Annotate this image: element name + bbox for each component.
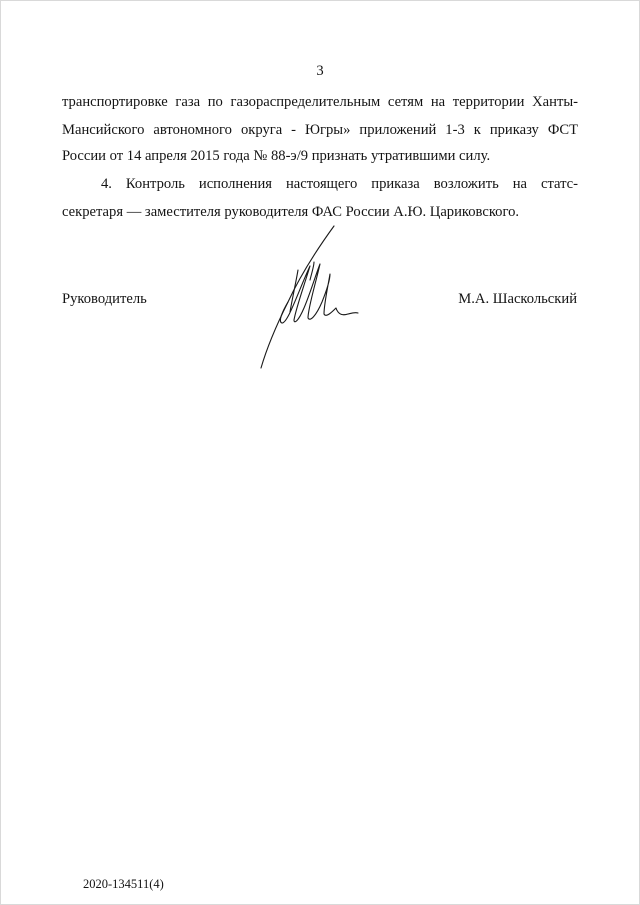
paragraph-line-2: Мансийского автономного округа - Югры» приложений 1-3 к приказу ФСТ	[62, 122, 578, 138]
paragraph-4-line-2: секретаря — заместителя руководителя ФАС России А.Ю. Цариковского.	[62, 204, 520, 220]
paragraph-4-line-1: 4. Контроль исполнения настоящего приказа возложить на статс-	[101, 176, 578, 192]
signatory-name: М.А. Шаскольский	[458, 291, 577, 307]
paragraph-line-3: России от 14 апреля 2015 года № 88-э/9 признать утратившими силу.	[62, 148, 491, 164]
paragraph-line-1: транспортировке газа по газораспределительным сетям на территории Ханты-	[62, 94, 578, 110]
page-number: 3	[316, 63, 324, 79]
signatory-title: Руководитель	[62, 291, 147, 307]
document-code: 2020-134511(4)	[83, 877, 164, 891]
handwritten-signature	[252, 222, 368, 370]
